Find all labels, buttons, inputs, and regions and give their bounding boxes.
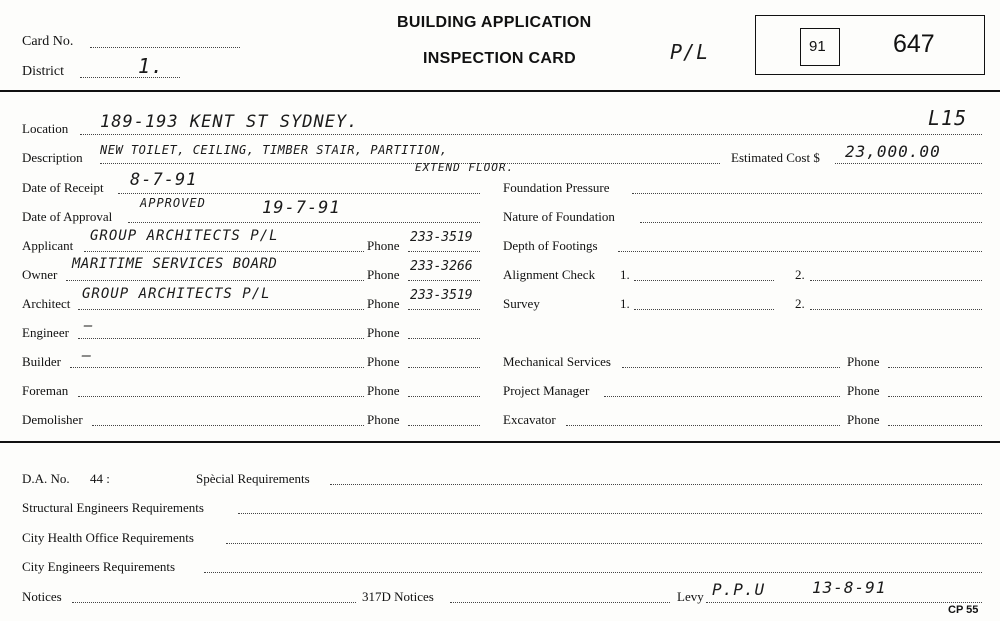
architect-value: GROUP ARCHITECTS P/L: [82, 286, 271, 302]
owner-label: Owner: [22, 267, 58, 282]
excavator-phone-field[interactable]: [888, 425, 982, 426]
foreman-phone-label: Phone: [367, 383, 400, 398]
architect-field[interactable]: [78, 309, 364, 310]
builder-field[interactable]: [70, 367, 364, 368]
notices-317d-field[interactable]: [450, 602, 670, 603]
demolisher-field[interactable]: [92, 425, 364, 426]
excavator-field[interactable]: [566, 425, 840, 426]
structural-requirements-label: Structural Engineers Requirements: [22, 500, 204, 515]
builder-value: —: [82, 346, 93, 364]
foreman-field[interactable]: [78, 396, 364, 397]
date-approval-field[interactable]: [128, 222, 480, 223]
location-label: Location: [22, 121, 69, 136]
date-approval-label: Date of Approval: [22, 209, 113, 224]
form-code: CP 55: [948, 604, 979, 616]
demolisher-label: Demolisher: [22, 412, 83, 427]
excavator-label: Excavator: [503, 412, 556, 427]
alignment-1-label: 1.: [620, 267, 630, 282]
reference-number: 647: [893, 30, 935, 58]
engineer-phone-field[interactable]: [408, 338, 480, 339]
special-requirements-label: Spècial Requirements: [196, 471, 310, 486]
description-label: Description: [22, 150, 83, 165]
mechanical-label: Mechanical Services: [503, 354, 611, 369]
engineer-field[interactable]: [78, 338, 364, 339]
date-receipt-value: 8-7-91: [130, 170, 198, 190]
district-field[interactable]: [80, 77, 180, 78]
estimated-cost-value: 23,000.00: [845, 142, 941, 161]
foundation-pressure-label: Foundation Pressure: [503, 180, 610, 195]
depth-footings-field[interactable]: [618, 251, 982, 252]
estimated-cost-field[interactable]: [835, 163, 982, 164]
description-value: NEW TOILET, CEILING, TIMBER STAIR, PARTITION,: [100, 143, 448, 157]
mechanical-phone-label: Phone: [847, 354, 880, 369]
foreman-label: Foreman: [22, 383, 69, 398]
survey-2-field[interactable]: [810, 309, 982, 310]
demolisher-phone-label: Phone: [367, 412, 400, 427]
alignment-1-field[interactable]: [634, 280, 774, 281]
demolisher-phone-field[interactable]: [408, 425, 480, 426]
date-approval-value-2: 19-7-91: [262, 198, 341, 218]
project-manager-label: Project Manager: [503, 383, 590, 398]
health-requirements-field[interactable]: [226, 543, 982, 544]
architect-label: Architect: [22, 296, 71, 311]
alignment-check-label: Alignment Check: [503, 267, 596, 282]
header-divider: [0, 90, 1000, 92]
builder-phone-field[interactable]: [408, 367, 480, 368]
project-manager-field[interactable]: [604, 396, 840, 397]
survey-2-label: 2.: [795, 296, 805, 311]
structural-requirements-field[interactable]: [238, 513, 982, 514]
location-value: 189-193 KENT ST SYDNEY.: [100, 112, 359, 132]
mechanical-field[interactable]: [622, 367, 840, 368]
date-receipt-field[interactable]: [118, 193, 480, 194]
owner-field[interactable]: [66, 280, 364, 281]
architect-phone-field[interactable]: [408, 309, 480, 310]
date-approval-value-1: APPROVED: [140, 196, 206, 210]
applicant-value: GROUP ARCHITECTS P/L: [90, 228, 279, 244]
owner-phone-field[interactable]: [408, 280, 480, 281]
depth-footings-label: Depth of Footings: [503, 238, 598, 253]
architect-phone-value: 233-3519: [410, 288, 473, 303]
mechanical-phone-field[interactable]: [888, 367, 982, 368]
section-divider: [0, 441, 1000, 443]
survey-1-field[interactable]: [634, 309, 774, 310]
architect-phone-label: Phone: [367, 296, 400, 311]
nature-foundation-label: Nature of Foundation: [503, 209, 615, 224]
title-line1: BUILDING APPLICATION: [397, 14, 592, 31]
applicant-label: Applicant: [22, 238, 74, 253]
reference-box: [755, 15, 985, 75]
foundation-pressure-field[interactable]: [632, 193, 982, 194]
builder-phone-label: Phone: [367, 354, 400, 369]
nature-foundation-field[interactable]: [640, 222, 982, 223]
excavator-phone-label: Phone: [847, 412, 880, 427]
engineers-requirements-field[interactable]: [204, 572, 982, 573]
project-manager-phone-field[interactable]: [888, 396, 982, 397]
da-number-label: D.A. No.: [22, 471, 70, 486]
health-requirements-label: City Health Office Requirements: [22, 530, 194, 545]
alignment-2-label: 2.: [795, 267, 805, 282]
levy-label: Levy: [677, 589, 704, 604]
special-requirements-field[interactable]: [330, 484, 982, 485]
owner-phone-value: 233-3266: [410, 259, 473, 274]
levy-value-1: P.P.U: [712, 580, 766, 599]
owner-value: MARITIME SERVICES BOARD: [72, 256, 278, 272]
levy-field[interactable]: [706, 602, 982, 603]
levy-value-2: 13-8-91: [812, 578, 887, 597]
alignment-2-field[interactable]: [810, 280, 982, 281]
location-note: L15: [928, 106, 968, 130]
project-manager-phone-label: Phone: [847, 383, 880, 398]
pl-mark: P/L: [670, 40, 710, 64]
notices-317d-label: 317D Notices: [362, 589, 434, 604]
engineer-value: —: [84, 318, 94, 334]
owner-phone-label: Phone: [367, 267, 400, 282]
estimated-cost-label: Estimated Cost $: [731, 150, 820, 165]
district-label: District: [22, 64, 64, 79]
card-no-field[interactable]: [90, 47, 240, 48]
card-no-label: Card No.: [22, 34, 74, 49]
applicant-phone-value: 233-3519: [410, 230, 473, 245]
engineer-phone-label: Phone: [367, 325, 400, 340]
reference-prefix: 91: [809, 38, 826, 55]
title-line2: INSPECTION CARD: [423, 50, 576, 67]
engineers-requirements-label: City Engineers Requirements: [22, 559, 176, 574]
applicant-phone-label: Phone: [367, 238, 400, 253]
builder-label: Builder: [22, 354, 61, 369]
applicant-field[interactable]: [84, 251, 364, 252]
applicant-phone-field[interactable]: [408, 251, 480, 252]
district-value: 1.: [138, 54, 165, 78]
foreman-phone-field[interactable]: [408, 396, 480, 397]
location-field[interactable]: [80, 134, 982, 135]
da-number-value: 44 :: [90, 471, 110, 486]
survey-1-label: 1.: [620, 296, 630, 311]
engineer-label: Engineer: [22, 325, 69, 340]
survey-label: Survey: [503, 296, 540, 311]
notices-label: Notices: [22, 589, 62, 604]
notices-field[interactable]: [72, 602, 356, 603]
description-field[interactable]: [100, 163, 720, 164]
date-receipt-label: Date of Receipt: [22, 180, 104, 195]
description-value-2: EXTEND FLOOR.: [415, 161, 515, 174]
